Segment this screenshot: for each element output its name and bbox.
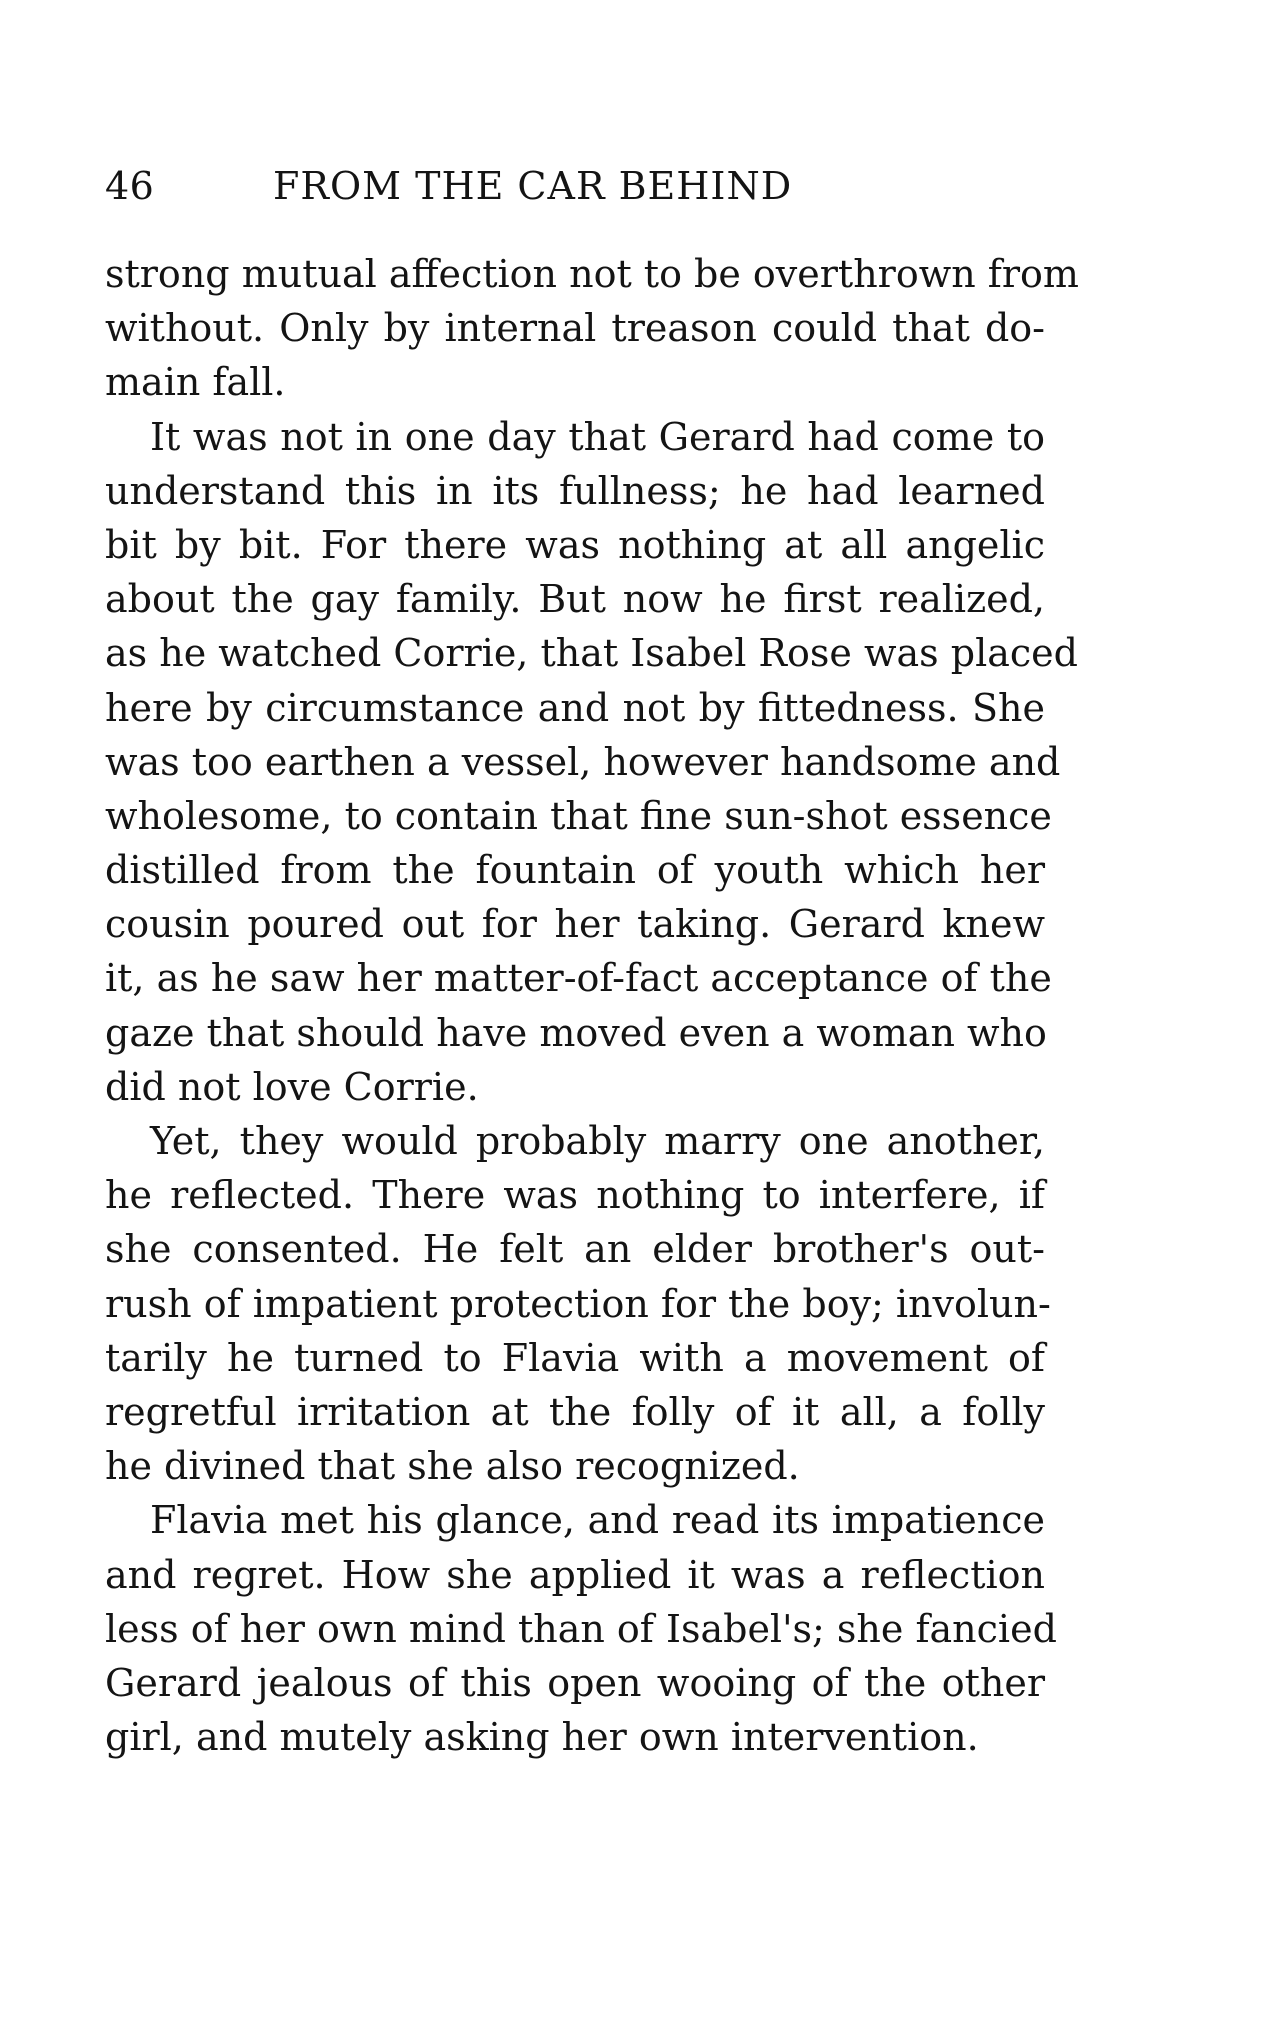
page-number: 46 xyxy=(105,164,155,208)
text-line: tarily he turned to Flavia with a movement of xyxy=(105,1335,1045,1380)
text-line: regretful irritation at the folly of it all, a folly xyxy=(105,1389,1045,1434)
text-line: rush of impatient protection for the boy; involun- xyxy=(105,1281,1051,1326)
text-line: girl, and mutely asking her own intervention. xyxy=(105,1715,979,1760)
text-line: wholesome, to contain that fine sun-shot essence xyxy=(105,793,1052,838)
text-line: he reflected. There was nothing to interfere, if xyxy=(105,1173,1045,1218)
text-line: less of her own mind than of Isabel's; she fancied xyxy=(105,1606,1057,1651)
text-line: it, as he saw her matter-of-fact acceptance of the xyxy=(105,956,1052,1001)
text-line: he divined that she also recognized. xyxy=(105,1444,800,1489)
text-line: about the gay family. But now he first realized, xyxy=(105,577,1045,622)
running-head xyxy=(105,158,1065,214)
text-line: without. Only by internal treason could that do- xyxy=(105,306,1045,351)
text-line: did not love Corrie. xyxy=(105,1064,479,1109)
text-line: here by circumstance and not by fittedness. She xyxy=(105,685,1045,730)
text-line: she consented. He felt an elder brother's out- xyxy=(105,1227,1045,1272)
text-line: It was not in one day that Gerard had come to xyxy=(150,414,1045,459)
text-line: bit by bit. For there was nothing at all angelic xyxy=(105,522,1045,567)
body-text xyxy=(105,247,1079,1764)
text-line: Flavia met his glance, and read its impatience xyxy=(150,1498,1045,1543)
text-line: distilled from the fountain of youth which her xyxy=(105,848,1045,893)
text-line: gaze that should have moved even a woman who xyxy=(105,1010,1047,1055)
text-line: main fall. xyxy=(105,360,286,405)
text-line: and regret. How she applied it was a reflection xyxy=(105,1552,1045,1597)
text-line: understand this in its fullness; he had learned xyxy=(105,468,1045,513)
text-line: strong mutual affection not to be overthrown from xyxy=(105,252,1079,296)
running-title: FROM THE CAR BEHIND xyxy=(273,164,793,208)
text-line: was too earthen a vessel, however handsome and xyxy=(105,739,1061,784)
text-line: Gerard jealous of this open wooing of the other xyxy=(105,1660,1045,1705)
text-line: cousin poured out for her taking. Gerard knew xyxy=(105,902,1045,947)
text-line: as he watched Corrie, that Isabel Rose was placed xyxy=(105,631,1078,676)
text-line: Yet, they would probably marry one another, xyxy=(150,1119,1045,1163)
